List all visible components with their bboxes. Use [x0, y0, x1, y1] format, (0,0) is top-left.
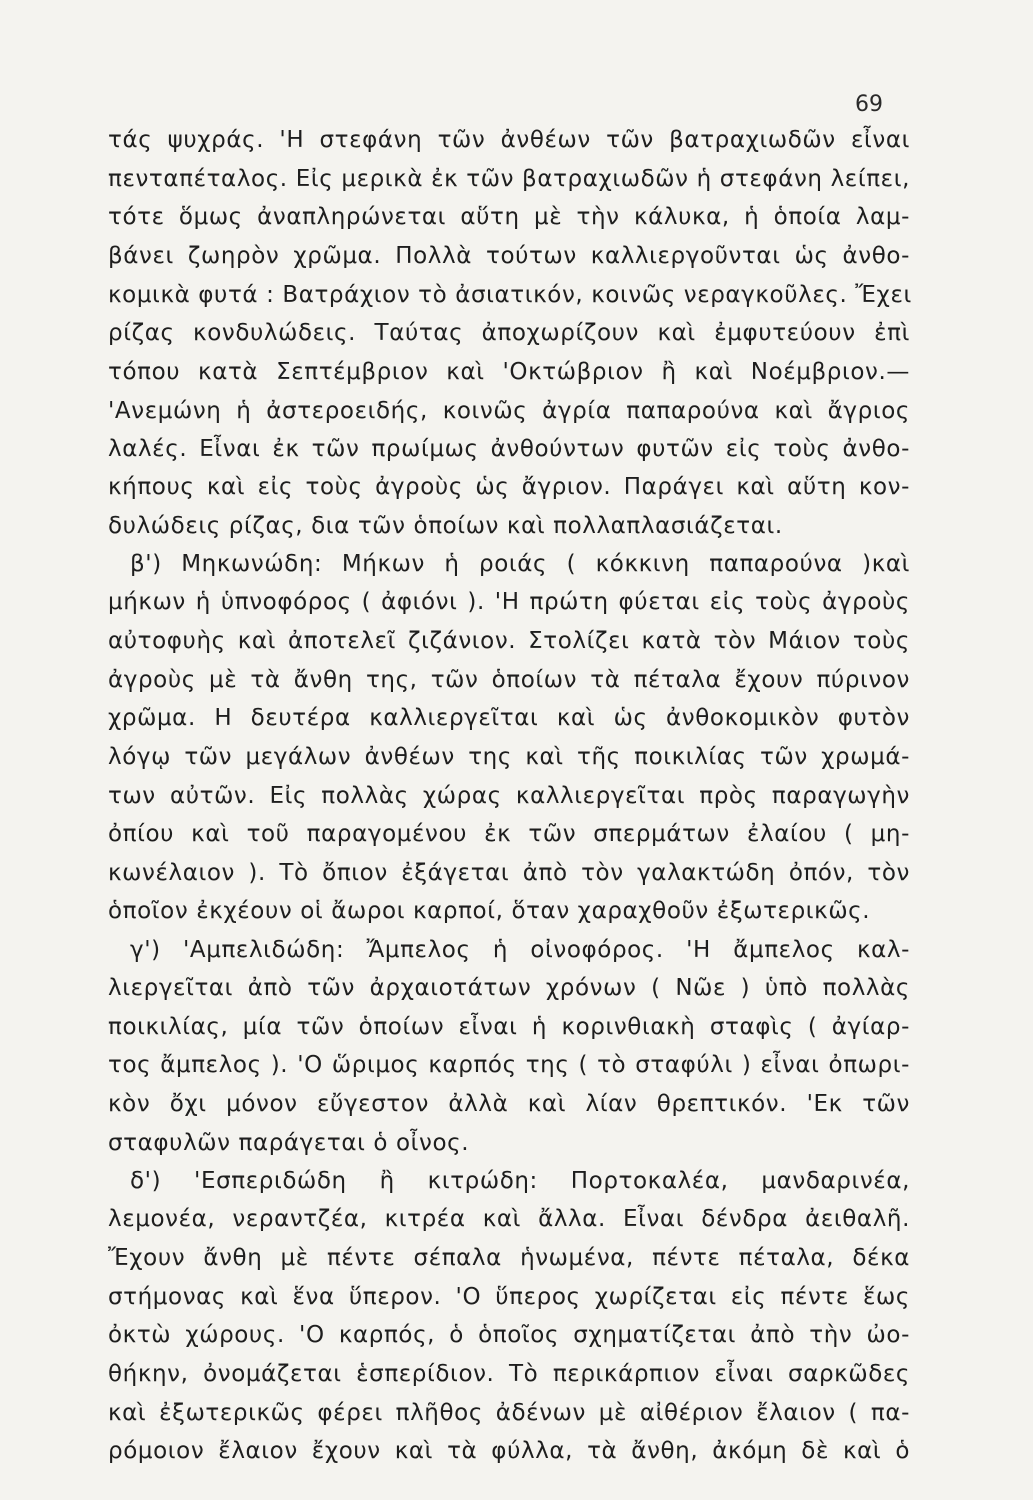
text-line: βάνει ζωηρὸν χρῶμα. Πολλὰ τούτων καλλιεργοῦνται ὡς ἀνθο- — [108, 243, 910, 269]
text-line: ἀγροὺς μὲ τὰ ἄνθη της, τῶν ὁποίων τὰ πέταλα ἔχουν πύρινον — [108, 667, 910, 693]
text-line: τότε ὅμως ἀναπληρώνεται αὕτη μὲ τὴν κάλυκα, ἡ ὁποία λαμ- — [108, 204, 910, 230]
text-line: ρίζας κονδυλώδεις. Ταύτας ἀποχωρίζουν καὶ ἐμφυτεύουν ἐπὶ — [108, 320, 910, 346]
text-line: 'Ανεμώνη ἡ ἀστεροειδής, κοινῶς ἀγρία παπαρούνα καὶ ἄγριος — [108, 398, 910, 424]
text-line: δ') 'Εσπεριδώδη ἢ κιτρώδη: Πορτοκαλέα, μανδαρινέα, — [130, 1168, 910, 1194]
text-line: λεμονέα, νεραντζέα, κιτρέα καὶ ἄλλα. Εἶναι δένδρα ἀειθαλῆ. — [108, 1206, 910, 1232]
text-line: ποικιλίας, μία τῶν ὁποίων εἶναι ἡ κορινθιακὴ σταφὶς ( ἀγίαρ- — [108, 1014, 910, 1040]
text-line: ὀκτὼ χώρους. 'Ο καρπός, ὁ ὁποῖος σχηματίζεται ἀπὸ τὴν ὠο- — [108, 1322, 910, 1348]
text-line: χρῶμα. Η δευτέρα καλλιεργεῖται καὶ ὡς ἀνθοκομικὸν φυτὸν — [108, 705, 910, 731]
text-line: δυλώδεις ρίζας, δια τῶν ὁποίων καὶ πολλαπλασιάζεται. — [108, 513, 783, 539]
text-line: λιεργεῖται ἀπὸ τῶν ἀρχαιοτάτων χρόνων ( Νῶε ) ὑπὸ πολλὰς — [108, 975, 910, 1001]
text-line: τος ἄμπελος ). 'Ο ὥριμος καρπός της ( τὸ σταφύλι ) εἶναι ὀπωρι- — [108, 1052, 910, 1078]
text-line: σταφυλῶν παράγεται ὁ οἶνος. — [108, 1130, 470, 1156]
text-line: ὀπίου καὶ τοῦ παραγομένου ἐκ τῶν σπερμάτων ἐλαίου ( μη- — [108, 821, 910, 847]
text-line: ὁποῖον ἐκχέουν οἱ ἄωροι καρποί, ὅταν χαραχθοῦν ἐξωτερικῶς. — [108, 898, 871, 924]
text-line: κομικὰ φυτά : Βατράχιον τὸ ἀσιατικόν, κοινῶς νεραγκοῦλες. Ἔχει — [108, 282, 912, 308]
text-line: κήπους καὶ εἰς τοὺς ἀγροὺς ὡς ἄγριον. Παράγει καὶ αὕτη κον- — [108, 474, 910, 500]
page-number: 69 — [855, 92, 883, 117]
text-line: κωνέλαιον ). Τὸ ὄπιον ἐξάγεται ἀπὸ τὸν γαλακτώδη ὀπόν, τὸν — [108, 860, 910, 886]
text-line: θήκην, ὀνομάζεται ἑσπερίδιον. Τὸ περικάρπιον εἶναι σαρκῶδες — [108, 1361, 910, 1387]
text-line: λαλές. Εἶναι ἐκ τῶν πρωίμως ἀνθούντων φυτῶν εἰς τοὺς ἀνθο- — [108, 436, 910, 462]
text-line: στήμονας καὶ ἕνα ὕπερον. 'Ο ὕπερος χωρίζεται εἰς πέντε ἕως — [108, 1284, 910, 1310]
text-line: καὶ ἐξωτερικῶς φέρει πλῆθος ἀδένων μὲ αἰθέριον ἔλαιον ( πα- — [108, 1400, 910, 1426]
text-line: μήκων ἡ ὑπνοφόρος ( ἀφιόνι ). 'Η πρώτη φύεται εἰς τοὺς ἀγροὺς — [108, 589, 910, 615]
text-line: γ') 'Αμπελιδώδη: Ἄμπελος ἡ οἰνοφόρος. 'Η ἄμπελος καλ- — [130, 937, 910, 963]
text-line: β') Μηκωνώδη: Μήκων ἡ ροιάς ( κόκκινη παπαρούνα )καὶ — [130, 551, 910, 577]
text-line: τάς ψυχράς. 'Η στεφάνη τῶν ἀνθέων τῶν βατραχιωδῶν εἶναι — [108, 127, 910, 153]
text-line: Ἔχουν ἄνθη μὲ πέντε σέπαλα ἡνωμένα, πέντε πέταλα, δέκα — [108, 1245, 910, 1271]
text-line: τόπου κατὰ Σεπτέμβριον καὶ 'Οκτώβριον ἢ καὶ Νοέμβριον.— — [108, 359, 910, 385]
text-line: λόγῳ τῶν μεγάλων ἀνθέων της καὶ τῆς ποικιλίας τῶν χρωμά- — [108, 744, 910, 770]
text-line: πενταπέταλος. Εἰς μερικὰ ἐκ τῶν βατραχιωδῶν ἡ στεφάνη λείπει, — [108, 166, 910, 192]
text-line: αὐτοφυὴς καὶ ἀποτελεῖ ζιζάνιον. Στολίζει κατὰ τὸν Μάιον τοὺς — [108, 628, 910, 654]
text-line: κὸν ὄχι μόνον εὔγεστον ἀλλὰ καὶ λίαν θρεπτικόν. 'Εκ τῶν — [108, 1091, 910, 1117]
text-line: ρόμοιον ἔλαιον ἔχουν καὶ τὰ φύλλα, τὰ ἄνθη, ἀκόμη δὲ καὶ ὁ — [108, 1438, 910, 1464]
text-line: των αὐτῶν. Εἰς πολλὰς χώρας καλλιεργεῖται πρὸς παραγωγὴν — [108, 783, 910, 809]
